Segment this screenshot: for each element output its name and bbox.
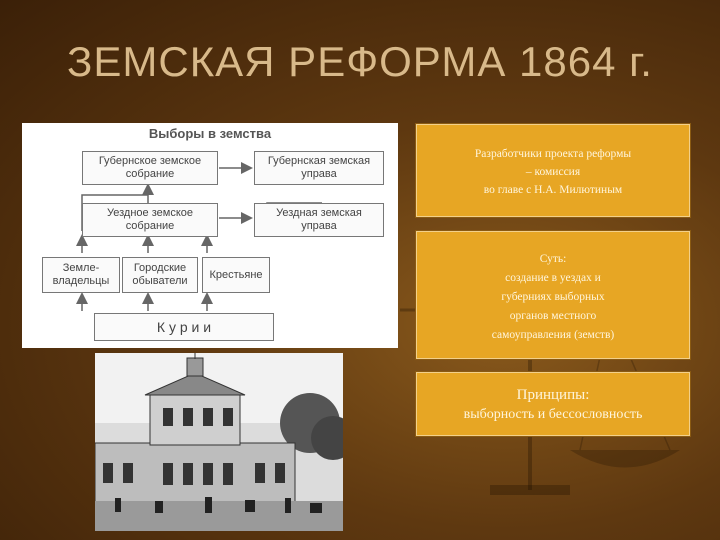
principles-heading: Принципы:: [516, 387, 590, 403]
uezd-sobranie-box: Уездное земское собрание: [82, 203, 218, 237]
curiae-box: К у р и и: [94, 313, 274, 341]
essence-line-4: самоуправления (земств): [491, 329, 615, 341]
developers-panel: [416, 124, 690, 217]
diagram-title: Выборы в земства: [148, 126, 272, 141]
gub-sobranie-box: Губернское земское собрание: [82, 151, 218, 185]
zemstvo-building-photo: [95, 353, 343, 531]
peasants-box: Крестьяне: [202, 257, 270, 293]
slide-title: ЗЕМСКАЯ РЕФОРМА 1864 г.: [67, 38, 653, 85]
essence-line-3: органов местного: [509, 310, 597, 322]
principles-text: выборность и бессословность: [463, 407, 643, 422]
landowners-box: Земле- владельцы: [42, 257, 120, 293]
elections-diagram: [22, 123, 398, 348]
developers-line-2: – комиссия: [525, 166, 581, 178]
developers-line-3: во главе с Н.А. Милютиным: [483, 184, 623, 196]
developers-line-1: Разработчики проекта реформы: [474, 148, 632, 160]
building-image: [95, 353, 343, 531]
essence-line-2: губерниях выборных: [501, 291, 605, 303]
essence-heading: Суть:: [539, 253, 567, 265]
uezd-uprava-box: Уездная земская управа: [254, 203, 384, 237]
essence-panel: [416, 231, 690, 359]
townspeople-box: Городские обыватели: [122, 257, 198, 293]
essence-line-1: создание в уездах и: [505, 272, 601, 284]
gub-uprava-box: Губернская земская управа: [254, 151, 384, 185]
principles-panel: [416, 372, 690, 436]
